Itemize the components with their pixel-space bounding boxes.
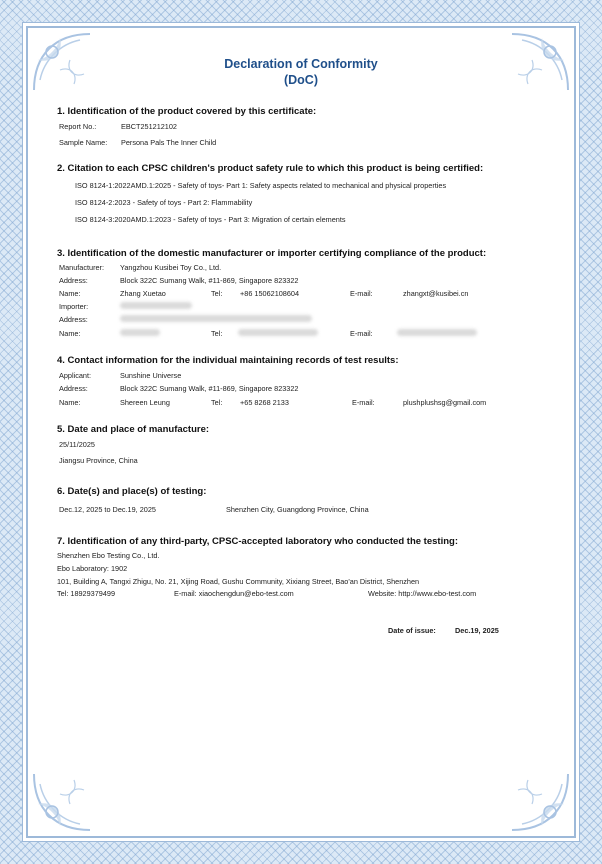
manufacturer-label: Manufacturer: [59,263,105,272]
section-5-heading: 5. Date and place of manufacture: [57,424,210,435]
importer-email-label: E-mail: [350,329,373,338]
rule-item: ISO 8124-3:2020AMD.1:2023 - Safety of toys - Part 3: Migration of certain elements [75,215,346,224]
manufacture-place: Jiangsu Province, China [59,456,138,465]
issue-date-label: Date of issue: [388,626,436,635]
lab-website: Website: http://www.ebo-test.com [368,589,477,598]
applicant-name-label: Name: [59,398,81,407]
applicant-address-label: Address: [59,384,88,393]
testing-place: Shenzhen City, Guangdong Province, China [226,505,369,514]
manufacturer-tel-value: +86 15062108604 [240,289,300,298]
manufacturer-name-value: Zhang Xuetao [120,289,166,298]
redacted-importer-email [397,329,477,336]
section-2-heading: 2. Citation to each CPSC children's product safety rule to which this product is being certified: [57,163,484,174]
sample-name-value: Persona Pals The Inner Child [121,138,217,147]
report-no-label: Report No.: [59,122,97,131]
section-6-heading: 6. Date(s) and place(s) of testing: [57,486,207,497]
rule-item: ISO 8124-1:2022AMD.1:2025 - Safety of toys- Part 1: Safety aspects related to mechanical and physical properties [75,181,447,190]
sample-name-label: Sample Name: [59,138,108,147]
manufacturer-name-label: Name: [59,289,81,298]
report-no-value: EBCT251212102 [121,122,177,131]
applicant-value: Sunshine Universe [120,371,182,380]
corner-ornament-icon [30,764,100,834]
section-4-heading: 4. Contact information for the individual maintaining records of test results: [57,355,399,366]
redacted-importer-address [120,315,312,322]
lab-name: Shenzhen Ebo Testing Co., Ltd. [57,551,160,560]
applicant-tel-label: Tel: [211,398,223,407]
applicant-email-value: plushplushsg@gmail.com [403,398,487,407]
document-title: Declaration of Conformity [224,57,378,71]
manufacture-date: 25/11/2025 [59,440,95,449]
manufacturer-tel-label: Tel: [211,289,223,298]
applicant-name-value: Shereen Leung [120,398,170,407]
corner-ornament-icon [502,764,572,834]
importer-address-label: Address: [59,315,88,324]
redacted-importer-name [120,329,160,336]
document-subtitle: (DoC) [283,73,318,87]
redacted-importer-tel [238,329,318,336]
applicant-label: Applicant: [59,371,92,380]
issue-date-value: Dec.19, 2025 [455,626,499,635]
applicant-address-value: Block 322C Sumang Walk, #11-869, Singapore 823322 [120,384,299,393]
importer-label: Importer: [59,302,89,311]
manufacturer-address-value: Block 322C Sumang Walk, #11-869, Singapore 823322 [120,276,299,285]
manufacturer-email-label: E-mail: [350,289,373,298]
redacted-importer [120,302,192,309]
section-7-heading: 7. Identification of any third-party, CPSC-accepted laboratory who conducted the testing: [57,536,458,547]
importer-name-label: Name: [59,329,81,338]
manufacturer-email-value: zhangxt@kusibei.cn [403,289,469,298]
manufacturer-address-label: Address: [59,276,88,285]
lab-id: Ebo Laboratory: 1902 [57,564,128,573]
manufacturer-value: Yangzhou Kusibei Toy Co., Ltd. [120,263,222,272]
applicant-email-label: E-mail: [352,398,375,407]
lab-address: 101, Building A, Tangxi Zhigu, No. 21, Xijing Road, Gushu Community, Xixiang Street, Bao'an District, Shenzhen [57,577,420,586]
rule-item: ISO 8124-2:2023 - Safety of toys - Part 2: Flammability [75,198,253,207]
lab-email: E-mail: xiaochengdun@ebo-test.com [174,589,294,598]
section-3-heading: 3. Identification of the domestic manufacturer or importer certifying compliance of the product: [57,248,487,259]
importer-tel-label: Tel: [211,329,223,338]
section-1-heading: 1. Identification of the product covered by this certificate: [57,106,317,117]
testing-dates: Dec.12, 2025 to Dec.19, 2025 [59,505,156,514]
lab-tel: Tel: 18929379499 [57,589,116,598]
applicant-tel-value: +65 8268 2133 [240,398,289,407]
